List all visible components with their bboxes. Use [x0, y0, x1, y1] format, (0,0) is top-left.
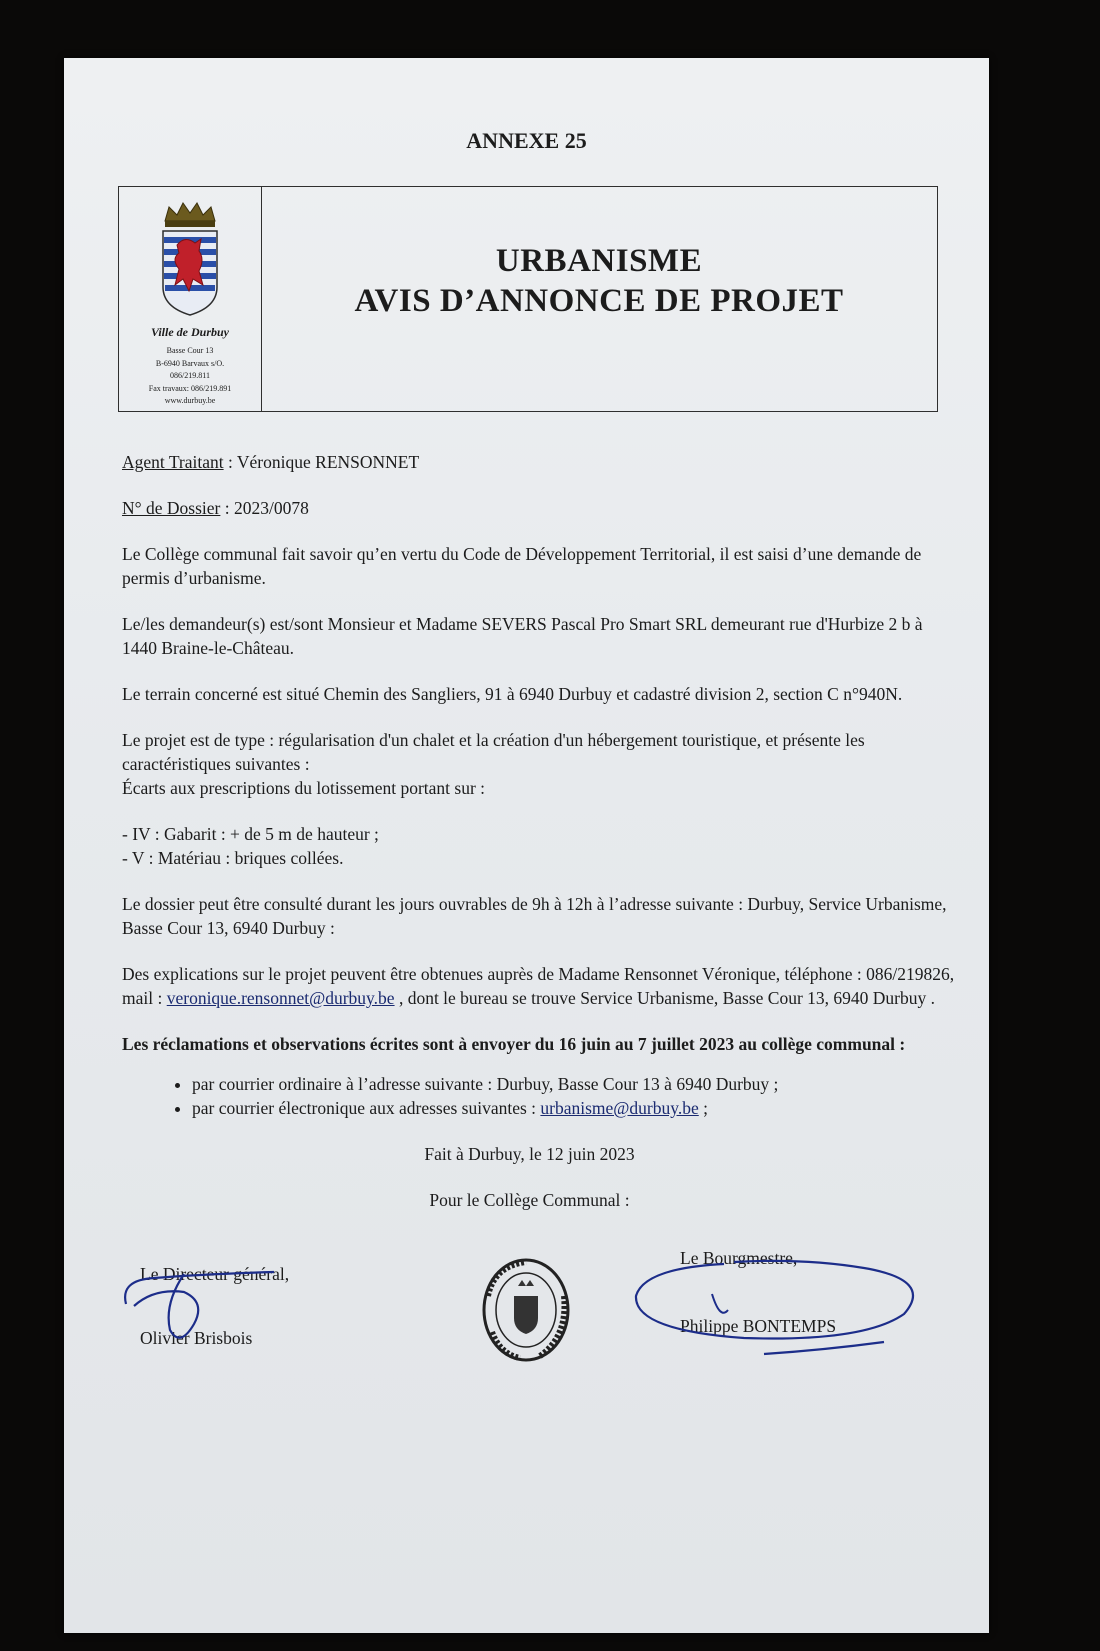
- document-subtitle: AVIS D’ANNONCE DE PROJET: [354, 283, 844, 319]
- mail-prefix: mail :: [122, 988, 167, 1008]
- deviation-item: - V : Matériau : briques collées.: [122, 848, 344, 868]
- bullet-item: • par courrier ordinaire à l’adresse suivante : Durbuy, Basse Cour 13 à 6940 Durbuy ;: [192, 1072, 937, 1096]
- dossier-label: N° de Dossier: [122, 498, 221, 518]
- contact-email-link[interactable]: veronique.rensonnet@durbuy.be: [166, 988, 395, 1008]
- paragraph-line: Le terrain concerné est situé Chemin des Sangliers, 91 à 6940 Durbuy et cadastré division 2, section C n°940N.: [122, 684, 903, 704]
- title-cell: [261, 187, 937, 411]
- header-box: [118, 186, 938, 412]
- college-line: Pour le Collège Communal :: [429, 1190, 630, 1210]
- mayor-signature-icon: [624, 1250, 924, 1360]
- dossier-line: [122, 496, 937, 520]
- address-line: Fax travaux: 086/219.891: [148, 383, 232, 393]
- address-line: www.durbuy.be: [164, 396, 216, 405]
- dossier-value: : 2023/0078: [224, 498, 309, 518]
- deviation-item: - IV : Gabarit : + de 5 m de hauteur ;: [122, 824, 379, 844]
- mail-suffix: , dont le bureau se trouve Service Urbanisme, Basse Cour 13, 6940 Durbuy .: [394, 988, 936, 1008]
- address-line: 086/219.811: [170, 371, 210, 380]
- paragraph-line: caractéristiques suivantes :: [122, 754, 310, 774]
- director-title: Le Directeur général,: [140, 1264, 290, 1284]
- signatures-area: [64, 1238, 989, 1378]
- mayor-title: Le Bourgmestre,: [680, 1248, 798, 1268]
- deadline-notice: Les réclamations et observations écrites sont à envoyer du 16 juin au 7 juillet 2023 au collège communal :: [122, 1034, 906, 1054]
- address-line: B-6940 Barvaux s/O.: [155, 358, 225, 368]
- contact-line: [122, 986, 937, 1010]
- agent-label: Agent Traitant: [122, 452, 224, 472]
- paragraph-line: Des explications sur le projet peuvent être obtenues auprès de Madame Rensonnet Véronique, téléphone : 086/219826,: [122, 964, 955, 984]
- paragraph-line: 1440 Braine-le-Château.: [122, 638, 295, 658]
- address-line: Basse Cour 13: [166, 346, 214, 355]
- durbuy-crest-icon: [155, 199, 225, 319]
- document-page: [64, 58, 989, 1633]
- paragraph-line: Le dossier peut être consulté durant les jours ouvrables de 9h à 12h à l’adresse suivante : Durbuy, Service Urbanisme,: [122, 894, 947, 914]
- bullet-suffix: ;: [698, 1098, 709, 1118]
- bullet-prefix: par courrier électronique aux adresses suivantes :: [192, 1098, 541, 1118]
- paragraph-line: Le/les demandeur(s) est/sont Monsieur et Madame SEVERS Pascal Pro Smart SRL demeurant rue d'Hurbize 2 b à: [122, 614, 923, 634]
- document-body: [122, 450, 955, 1212]
- document-title: URBANISME: [495, 243, 703, 279]
- municipal-stamp-icon: [480, 1256, 572, 1364]
- urbanisme-email-link[interactable]: urbanisme@durbuy.be: [540, 1098, 699, 1118]
- paragraph-line: Écarts aux prescriptions du lotissement portant sur :: [122, 778, 486, 798]
- annex-number: ANNEXE 25: [466, 128, 587, 153]
- logo-cell: [119, 187, 262, 411]
- director-name: Olivier Brisbois: [140, 1328, 253, 1348]
- agent-line: [122, 450, 937, 474]
- date-line: Fait à Durbuy, le 12 juin 2023: [424, 1144, 635, 1164]
- bullet-item: [192, 1096, 937, 1120]
- director-signature-icon: [114, 1244, 294, 1354]
- city-name: Ville de Durbuy: [150, 325, 229, 339]
- paragraph-line: Le projet est de type : régularisation d'un chalet et la création d'un hébergement touristique, et présente les: [122, 730, 865, 750]
- paragraph-line: Le Collège communal fait savoir qu’en vertu du Code de Développement Territorial, il est saisi d’une demande de: [122, 544, 922, 564]
- paragraph-line: Basse Cour 13, 6940 Durbuy :: [122, 918, 335, 938]
- mayor-name: Philippe BONTEMPS: [680, 1316, 837, 1336]
- paragraph-line: permis d’urbanisme.: [122, 568, 266, 588]
- city-address: [119, 345, 261, 408]
- agent-value: : Véronique RENSONNET: [227, 452, 420, 472]
- submission-methods: [122, 1072, 937, 1120]
